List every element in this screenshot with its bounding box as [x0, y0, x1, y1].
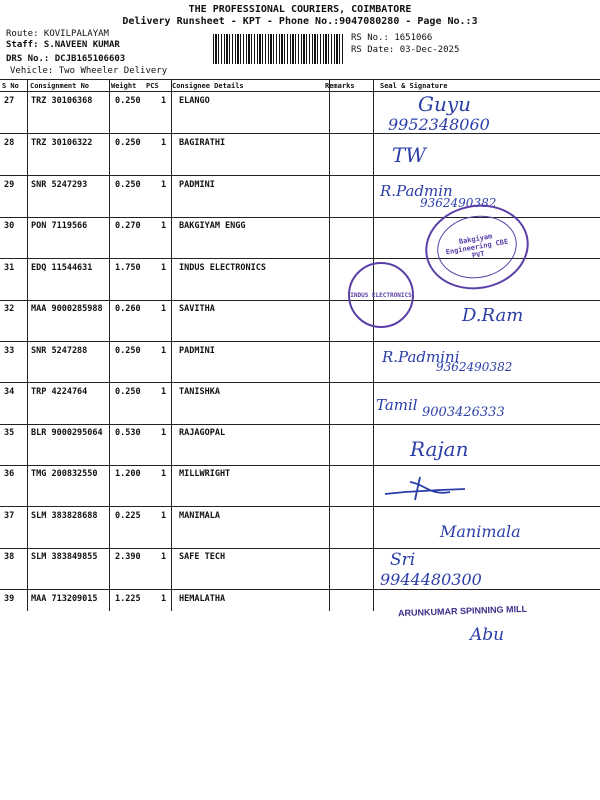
row-sno: 34 — [4, 387, 15, 397]
row-consignment: TRP 4224764 — [31, 387, 88, 397]
signature-33: R.Padmini — [382, 348, 460, 366]
row-sno: 31 — [4, 263, 15, 273]
row-pcs: 1 — [161, 552, 167, 562]
row-consignee: PADMINI — [179, 346, 215, 356]
row-pcs: 1 — [161, 346, 167, 356]
signature-36 — [380, 472, 470, 502]
row-weight: 2.390 — [115, 552, 141, 562]
row-consignment: SLM 383828688 — [31, 511, 98, 521]
row-weight: 0.530 — [115, 428, 141, 438]
row-sno: 39 — [4, 594, 15, 604]
row-sno: 29 — [4, 180, 15, 190]
column-header-consignee: Consignee Details — [172, 82, 244, 90]
column-header-signature: Seal & Signature — [380, 82, 448, 90]
seal-text: INDUS ELECTRONICS — [350, 291, 412, 299]
company-title: THE PROFESSIONAL COURIERS, COIMBATORE — [188, 4, 412, 15]
row-pcs: 1 — [161, 428, 167, 438]
seal-text: Bakgiyam Engineering CBE PVT — [445, 232, 509, 260]
staff-label: Staff: S.NAVEEN KUMAR — [6, 40, 120, 50]
drs-label: DRS No.: DCJB165106603 — [6, 54, 126, 64]
row-pcs: 1 — [161, 96, 167, 106]
row-weight: 0.250 — [115, 387, 141, 397]
signature-29: R.Padmin — [380, 182, 453, 200]
signature-33-phone: 9362490382 — [436, 360, 513, 374]
signature-37: Manimala — [440, 522, 521, 541]
row-pcs: 1 — [161, 304, 167, 314]
row-consignment: MAA 9000285988 — [31, 304, 103, 314]
row-sno: 35 — [4, 428, 15, 438]
row-consignee: INDUS ELECTRONICS — [179, 263, 266, 273]
signature-38-phone: 9944480300 — [380, 570, 482, 589]
runsheet-title: Delivery Runsheet - KPT - Phone No.:9047080280 - Page No.:3 — [122, 16, 478, 27]
row-consignment: BLR 9000295064 — [31, 428, 103, 438]
row-weight: 0.250 — [115, 96, 141, 106]
rs-number: RS No.: 1651066 — [351, 33, 433, 43]
row-weight: 0.250 — [115, 138, 141, 148]
column-header-sno: S No — [2, 82, 19, 90]
signature-27: Guyu — [418, 92, 472, 116]
signature-28: TW — [392, 143, 426, 167]
row-consignment: MAA 713209015 — [31, 594, 98, 604]
row-weight: 1.750 — [115, 263, 141, 273]
row-sno: 36 — [4, 469, 15, 479]
column-header-pcs: PCS — [146, 82, 159, 90]
row-pcs: 1 — [161, 594, 167, 604]
row-consignment: PON 7119566 — [31, 221, 88, 231]
column-header-weight: Weight — [111, 82, 137, 90]
row-pcs: 1 — [161, 263, 167, 273]
row-weight: 0.250 — [115, 346, 141, 356]
row-consignment: TRZ 30106322 — [31, 138, 93, 148]
company-seal-stamp — [348, 262, 414, 328]
row-consignment: TMG 200832550 — [31, 469, 98, 479]
vehicle-label: Vehicle: Two Wheeler Delivery — [10, 66, 168, 76]
row-consignee: HEMALATHA — [179, 594, 226, 604]
row-consignee: SAVITHA — [179, 304, 215, 314]
row-consignee: RAJAGOPAL — [179, 428, 226, 438]
row-pcs: 1 — [161, 469, 167, 479]
row-sno: 38 — [4, 552, 15, 562]
row-consignee: MANIMALA — [179, 511, 220, 521]
row-weight: 0.250 — [115, 180, 141, 190]
row-consignee: ELANGO — [179, 96, 210, 106]
route-label: Route: KOVILPALAYAM — [6, 29, 109, 39]
row-weight: 0.260 — [115, 304, 141, 314]
barcode — [213, 34, 345, 64]
row-sno: 27 — [4, 96, 15, 106]
row-sno: 33 — [4, 346, 15, 356]
rs-date: RS Date: 03-Dec-2025 — [351, 45, 460, 55]
signature-32: D.Ram — [462, 305, 524, 326]
signature-35: Rajan — [410, 437, 469, 461]
row-consignment: EDQ 11544631 — [31, 263, 93, 273]
signature-39: Abu — [470, 625, 505, 645]
row-weight: 0.225 — [115, 511, 141, 521]
row-consignee: MILLWRIGHT — [179, 469, 231, 479]
column-header-consignment: Consignment No — [30, 82, 90, 90]
row-sno: 32 — [4, 304, 15, 314]
row-sno: 28 — [4, 138, 15, 148]
row-weight: 0.270 — [115, 221, 141, 231]
row-pcs: 1 — [161, 221, 167, 231]
row-consignment: SNR 5247293 — [31, 180, 88, 190]
row-consignment: SLM 383849855 — [31, 552, 98, 562]
row-consignee: PADMINI — [179, 180, 215, 190]
column-header-remarks: Remarks — [325, 82, 355, 90]
row-pcs: 1 — [161, 511, 167, 521]
signature-27-phone: 9952348060 — [388, 115, 490, 134]
row-pcs: 1 — [161, 138, 167, 148]
row-consignee: BAGIRATHI — [179, 138, 226, 148]
row-weight: 1.225 — [115, 594, 141, 604]
signature-29-phone: 9362490382 — [420, 196, 497, 210]
row-consignee: BAKGIYAM ENGG — [179, 221, 246, 231]
row-weight: 1.200 — [115, 469, 141, 479]
row-pcs: 1 — [161, 387, 167, 397]
signature-34: Tamil — [376, 396, 418, 414]
row-consignment: TRZ 30106368 — [31, 96, 93, 106]
row-consignee: SAFE TECH — [179, 552, 226, 562]
row-consignment: SNR 5247288 — [31, 346, 88, 356]
company-seal-stamp — [418, 197, 535, 298]
row-consignee: TANISHKA — [179, 387, 220, 397]
signature-34-phone: 9003426333 — [422, 405, 505, 420]
company-seal-stamp: ARUNKUMAR SPINNING MILL — [397, 603, 528, 619]
signature-38: Sri — [390, 550, 416, 570]
row-sno: 37 — [4, 511, 15, 521]
row-pcs: 1 — [161, 180, 167, 190]
row-sno: 30 — [4, 221, 15, 231]
